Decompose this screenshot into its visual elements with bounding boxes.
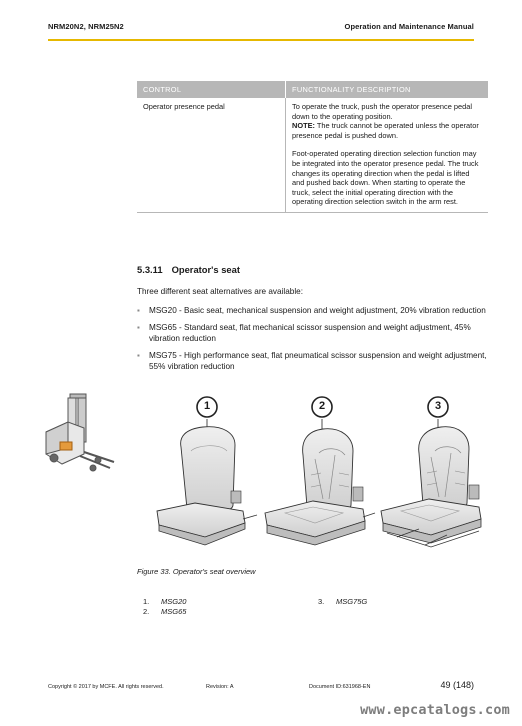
legend-item: 2. MSG65 bbox=[143, 607, 187, 616]
watermark: www.epcatalogs.com bbox=[360, 702, 510, 718]
truck-illustration bbox=[38, 392, 118, 474]
note-label: NOTE: bbox=[292, 121, 315, 131]
note bbox=[292, 121, 482, 140]
footer-revision: Revision: A bbox=[206, 684, 234, 690]
list-item: ▪ MSG20 - Basic seat, mechanical suspension and weight adjustment, 20% vibration reduction bbox=[137, 305, 492, 317]
description-paragraph: To operate the truck, push the operator presence pedal down to the operating position. bbox=[292, 102, 472, 121]
footer-document-id: Document ID:631968-EN bbox=[309, 684, 371, 690]
callout-1: 1 bbox=[203, 400, 211, 412]
table-row bbox=[137, 98, 488, 212]
column-header-functionality: FUNCTIONALITY DESCRIPTION bbox=[286, 81, 489, 98]
section-number: 5.3.11 bbox=[137, 264, 163, 275]
seat-msg65 bbox=[265, 419, 375, 545]
description-paragraph-2: Foot-operated operating direction selection function may be integrated into the operator presence pedal. The truck changes its operating direction when the pedal is lifted and pushed back down. When starting to operate the truck, select the initial operating direction with the operating direction selection switch in the arm rest. bbox=[292, 149, 479, 207]
header-manual-title: Operation and Maintenance Manual bbox=[344, 22, 474, 31]
list-item: ▪ MSG75 - High performance seat, flat pneumatical scissor suspension and weight adjustment, 55% vibration reduction bbox=[137, 350, 492, 373]
seat-list bbox=[137, 305, 492, 378]
section-heading bbox=[137, 264, 240, 275]
header-model: NRM20N2, NRM25N2 bbox=[48, 22, 124, 31]
list-item: ▪ MSG65 - Standard seat, flat mechanical scissor suspension and weight adjustment, 45% vibration reduction bbox=[137, 322, 492, 345]
legend-item: 3. MSG75G bbox=[318, 597, 368, 606]
seat-msg75g bbox=[381, 419, 481, 547]
page-number: 49 (148) bbox=[440, 680, 474, 690]
callout-2: 2 bbox=[318, 400, 326, 412]
control-name: Operator presence pedal bbox=[137, 98, 286, 212]
figure-caption: Figure 33. Operator's seat overview bbox=[137, 567, 256, 576]
header-divider bbox=[48, 39, 474, 41]
footer-copyright: Copyright © 2017 by MCFE. All rights reserved. bbox=[48, 684, 164, 690]
section-intro: Three different seat alternatives are available: bbox=[137, 287, 303, 296]
legend-item: 1. MSG20 bbox=[143, 597, 187, 606]
callout-3: 3 bbox=[434, 400, 442, 412]
control-table bbox=[137, 81, 488, 213]
seat-msg20 bbox=[157, 419, 257, 545]
column-header-control: CONTROL bbox=[137, 81, 286, 98]
section-title: Operator's seat bbox=[171, 264, 240, 275]
note-text: The truck cannot be operated unless the operator presence pedal is pushed down. bbox=[292, 121, 479, 140]
seat-overview-figure bbox=[135, 395, 490, 557]
functionality-description bbox=[286, 98, 489, 212]
